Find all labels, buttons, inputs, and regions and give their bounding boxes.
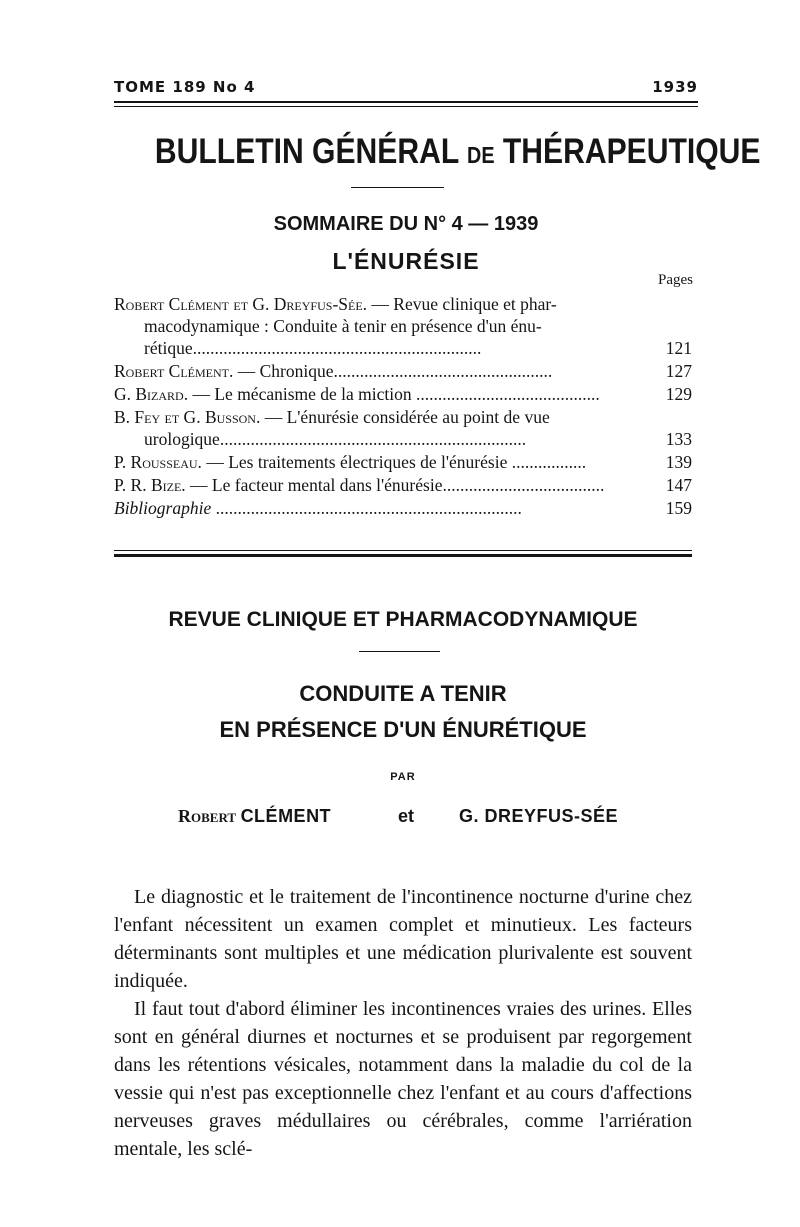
toc-entry[interactable]	[114, 497, 692, 519]
toc-page: 147	[660, 474, 692, 496]
summary-theme: L'ÉNURÉSIE	[332, 248, 480, 274]
toc-author: Robert Clément.	[114, 361, 234, 381]
article-title-line1: CONDUITE A TENIR	[299, 681, 507, 706]
toc-author: P. Rousseau.	[114, 452, 202, 472]
toc-line: P. R. Bize. — Le facteur mental dans l'énurésie..................................... 147	[114, 475, 692, 495]
section-divider	[359, 651, 440, 652]
toc-title: Les traitements électriques de l'énurésie	[228, 452, 508, 472]
author-1-first: Robert	[178, 806, 237, 826]
dot-leader: .................	[507, 452, 587, 472]
header-rule-top	[114, 101, 698, 103]
toc-entry[interactable]	[114, 383, 692, 405]
toc-page: 129	[660, 383, 692, 405]
table-of-contents	[114, 293, 692, 520]
toc-rule-bottom	[114, 554, 692, 557]
toc-page: 139	[660, 451, 692, 473]
toc-title: Bibliographie	[114, 498, 212, 518]
toc-author: B. Fey et G. Busson.	[114, 407, 261, 427]
journal-title-part2: DE	[467, 142, 495, 168]
toc-line: macodynamique : Conduite à tenir en présence d'un énu-	[144, 316, 542, 336]
toc-author: G. Bizard.	[114, 384, 189, 404]
section-title: REVUE CLINIQUE ET PHARMACODYNAMIQUE	[168, 608, 638, 631]
toc-line	[114, 337, 692, 359]
toc-rule-top	[114, 550, 692, 551]
toc-page: 159	[660, 497, 692, 519]
toc-line: P. Rousseau. — Les traitements électriques de l'énurésie ................. 139	[114, 452, 692, 472]
journal-title	[154, 132, 761, 172]
toc-entry[interactable]	[114, 474, 692, 496]
toc-entry[interactable]	[114, 293, 692, 359]
toc-title: Le facteur mental dans l'énurésie	[211, 475, 443, 495]
dot-leader: ......................................................................	[211, 498, 522, 518]
volume-issue: TOME 189 No 4	[114, 78, 256, 96]
dot-leader: .....................................	[442, 475, 605, 495]
running-header	[114, 78, 698, 100]
toc-title: Revue clinique et phar-	[393, 294, 557, 314]
body-paragraph-1: Le diagnostic et le traitement de l'incontinence nocturne d'urine chez l'enfant nécessitent un examen complet et minutieux. Les facteurs déterminants sont multiples et une médication plurivalente est souvent indiquée.	[114, 886, 692, 992]
toc-line: G. Bizard. — Le mécanisme de la miction .......................................... 129	[114, 384, 692, 404]
author-1	[178, 806, 331, 827]
body-paragraph-2: Il faut tout d'abord éliminer les incontinences vraies des urines. Elles sont en général diurnes et nocturnes et se produisent par regorgement dans les rétentions vésicales, notamment dans la maladie du col de la vessie qui n'est pas exceptionnelle chez l'enfant et au cours d'affections nerveuses graves médullaires ou cérébrales, comme l'arriération mentale, les sclé-	[114, 998, 692, 1160]
author-conjunction: et	[398, 806, 415, 826]
toc-page: 127	[660, 360, 692, 382]
dot-leader: ..................................................	[333, 361, 553, 381]
author-1-last: CLÉMENT	[240, 806, 332, 826]
article-body	[114, 883, 692, 1163]
toc-title: Le mécanisme de la miction	[214, 384, 412, 404]
pages-label: Pages	[658, 272, 693, 288]
journal-title-part3: THÉRAPEUTIQUE	[502, 132, 761, 171]
dot-leader: ......................................................................	[219, 429, 527, 449]
toc-line: B. Fey et G. Busson. — L'énurésie considérée au point de vue	[114, 407, 550, 427]
toc-author: P. R. Bize.	[114, 475, 186, 495]
toc-author: Robert Clément et G. Dreyfus-Sée.	[114, 294, 368, 314]
journal-title-part1: BULLETIN GÉNÉRAL	[154, 132, 459, 171]
toc-line: Robert Clément. — Chronique.................................................. 127	[114, 361, 692, 381]
dot-leader: ..........................................	[411, 384, 600, 404]
summary-heading: SOMMAIRE DU N° 4 — 1939	[273, 213, 539, 235]
author-2	[459, 806, 618, 827]
toc-page: 133	[660, 428, 692, 450]
toc-line: Robert Clément et G. Dreyfus-Sée. — Revue clinique et phar-	[114, 294, 557, 314]
toc-entry[interactable]	[114, 406, 692, 450]
toc-entry[interactable]	[114, 451, 692, 473]
byline-par: PAR	[390, 771, 416, 783]
toc-title: L'énurésie considérée au point de vue	[286, 407, 550, 427]
toc-line	[114, 497, 692, 519]
dot-leader: ..................................................................	[192, 338, 482, 358]
author-2-name: G. DREYFUS-SÉE	[459, 806, 619, 826]
toc-page: 121	[660, 337, 692, 359]
toc-title: urologique	[144, 429, 220, 449]
title-divider	[351, 187, 444, 188]
article-title-line2: EN PRÉSENCE D'UN ÉNURÉTIQUE	[219, 717, 587, 742]
toc-title: Chronique	[259, 361, 334, 381]
toc-entry[interactable]	[114, 360, 692, 382]
header-rule-bottom	[114, 106, 698, 107]
toc-line	[114, 428, 692, 450]
header-year: 1939	[652, 78, 698, 96]
toc-title: rétique	[144, 338, 193, 358]
